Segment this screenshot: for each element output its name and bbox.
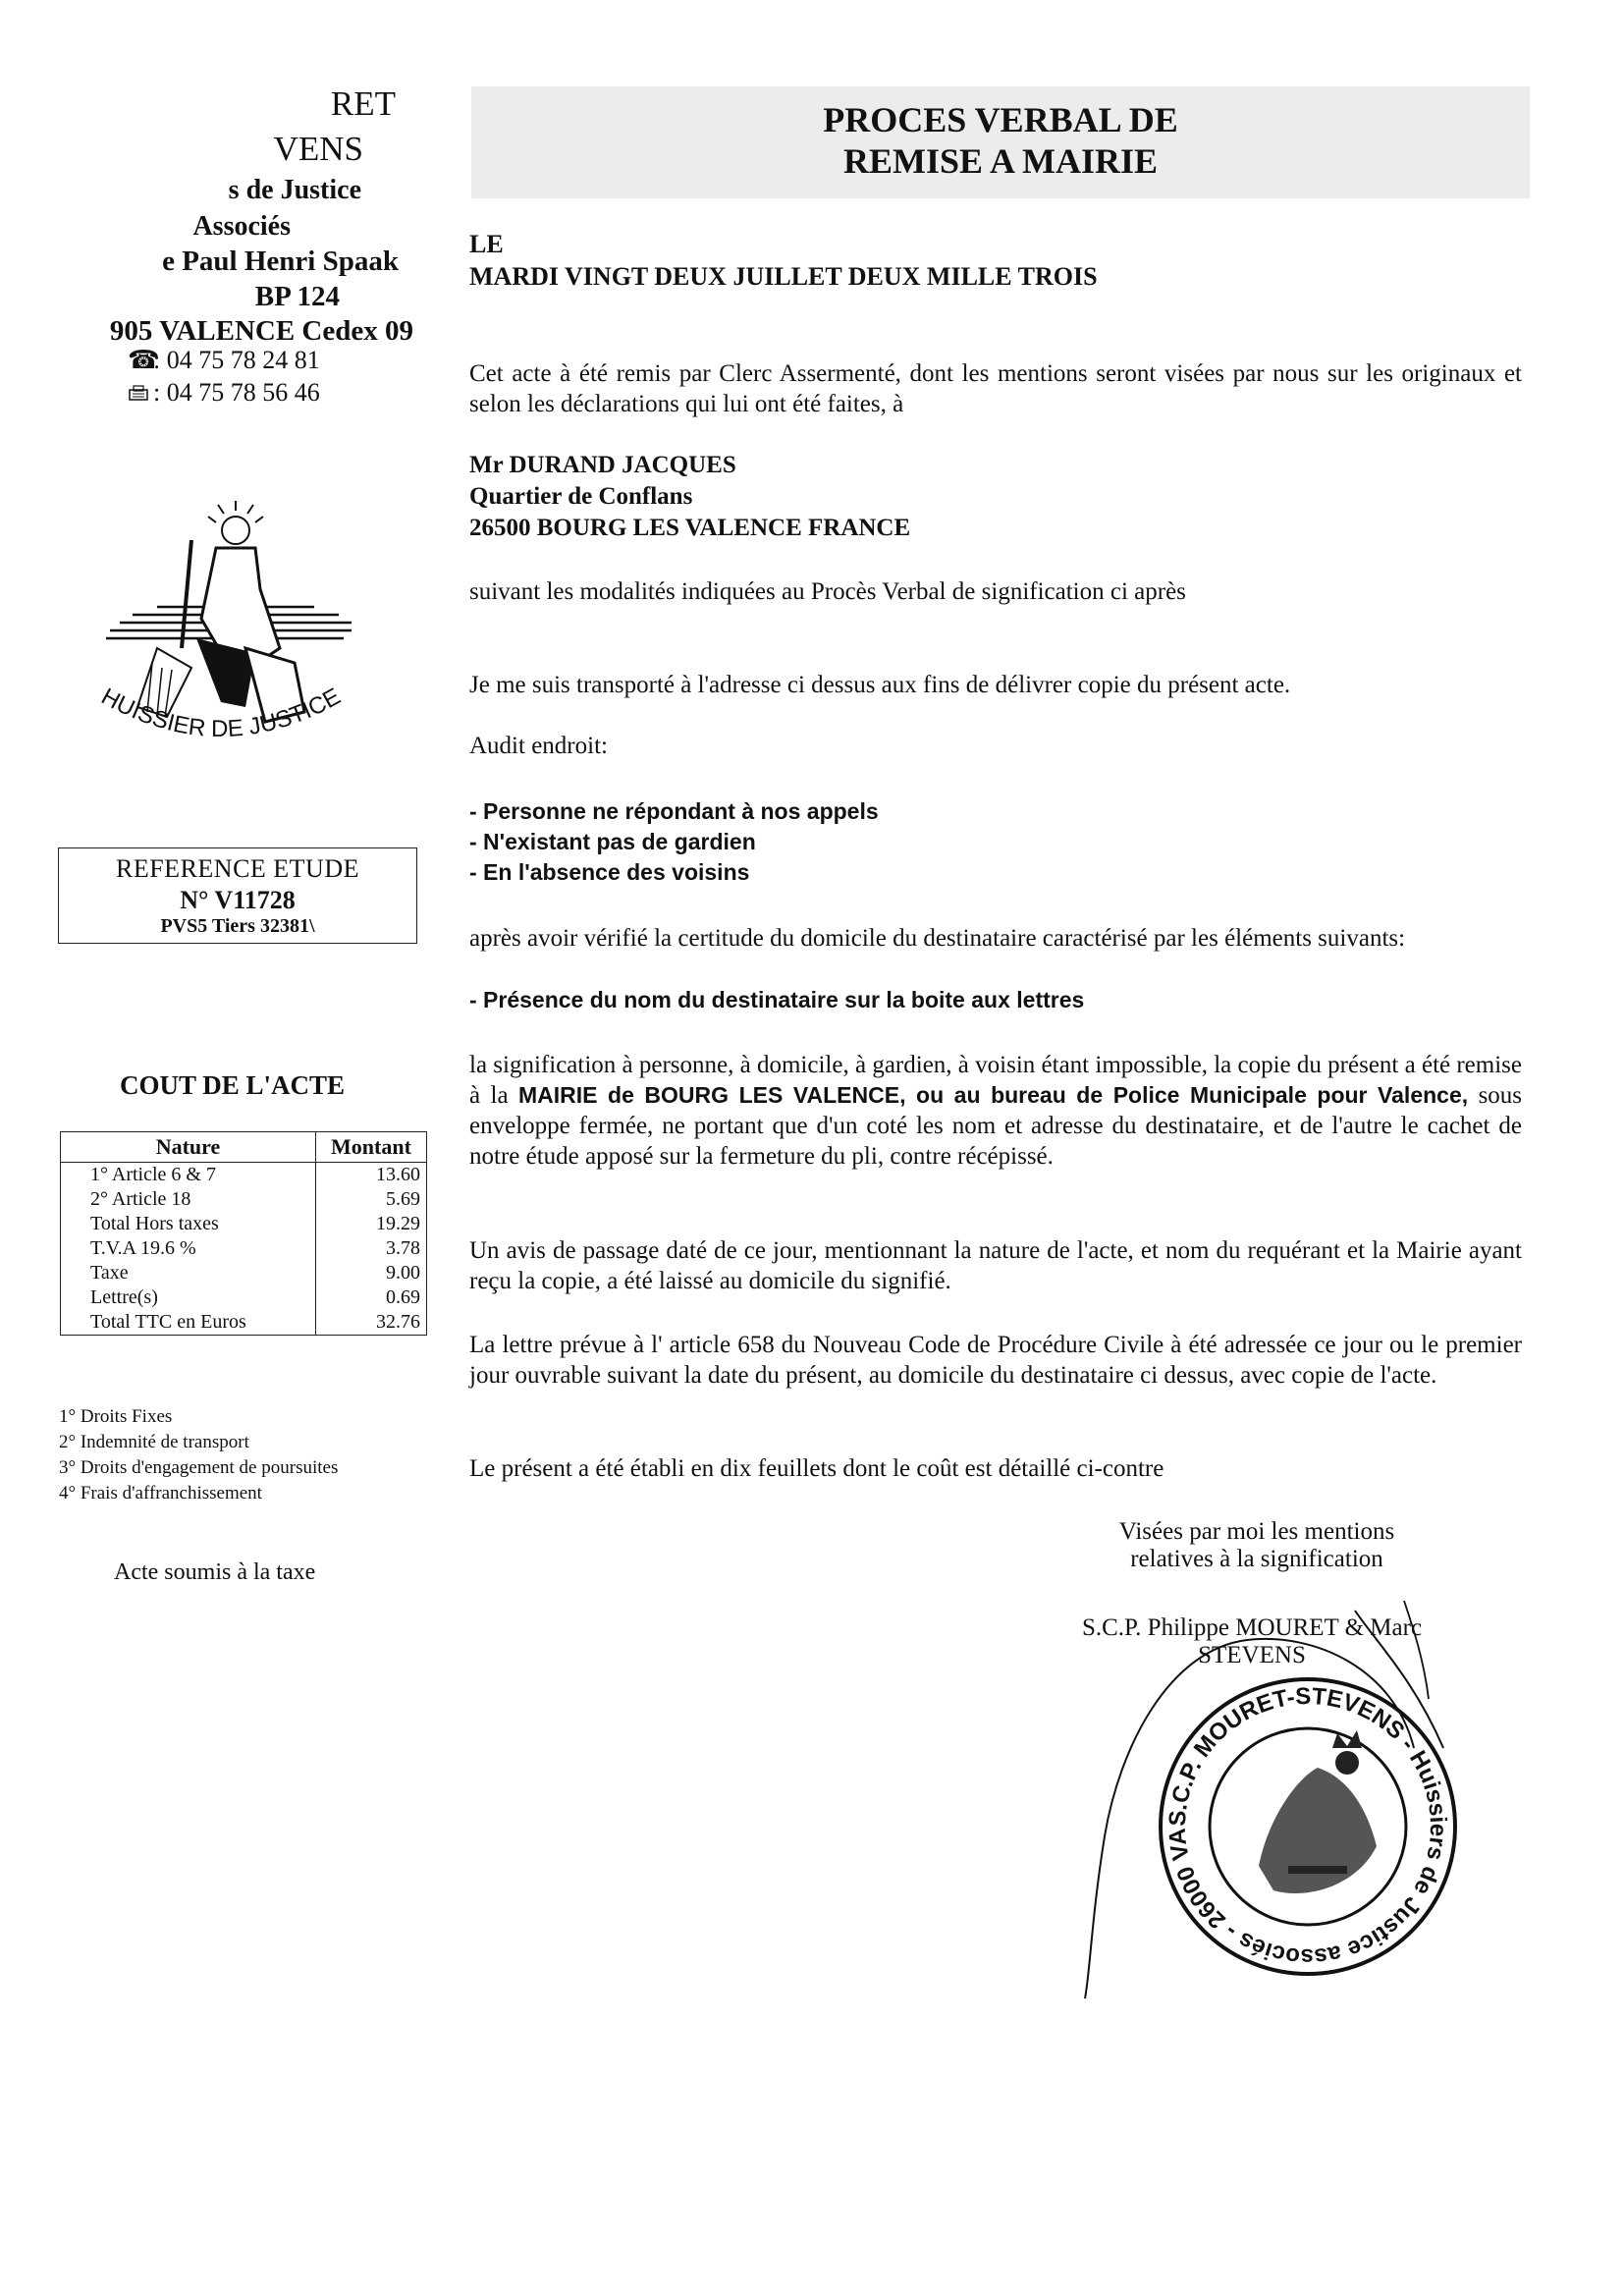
note-item: 2° Indemnité de transport — [59, 1432, 249, 1452]
bullet-list — [469, 796, 1522, 888]
recipient-address-2: 26500 BOURG LES VALENCE FRANCE — [469, 515, 911, 541]
cost-row — [61, 1187, 427, 1212]
reference-box — [58, 847, 417, 944]
note-item: 1° Droits Fixes — [59, 1406, 173, 1427]
cost-row — [61, 1285, 427, 1310]
cost-row — [61, 1163, 427, 1188]
cost-montant: 0.69 — [316, 1285, 427, 1310]
date-line: MARDI VINGT DEUX JUILLET DEUX MILLE TROIS — [469, 262, 1098, 291]
title-line-1: PROCES VERBAL DE — [823, 100, 1178, 139]
cost-row — [61, 1310, 427, 1336]
fax-icon — [128, 378, 149, 408]
scp-line-2: STEVENS — [1198, 1642, 1306, 1668]
bullet-item: - En l'absence des voisins — [469, 859, 750, 885]
signification-text-2: sous enveloppe fermée, ne portant que d'un coté les nom et adresse du destinataire, et de l'autre le cachet de notre étude apposé sur la fermeture du pli, contre récépissé. — [469, 1082, 1523, 1170]
cost-nature: 2° Article 18 — [61, 1187, 316, 1212]
scp-line-1: S.C.P. Philippe MOURET & Marc — [1081, 1614, 1423, 1641]
cost-nature: 1° Article 6 & 7 — [61, 1163, 316, 1188]
phone-number: : 04 75 78 24 81 — [153, 346, 320, 374]
official-seal — [1151, 1669, 1465, 1989]
telephone-icon: ☎ — [128, 346, 160, 374]
letterhead-line-7: 905 VALENCE Cedex 09 — [109, 315, 413, 347]
note-item: 4° Frais d'affranchissement — [59, 1483, 262, 1503]
title-line-2: REMISE A MAIRIE — [842, 141, 1159, 181]
letterhead-line-4: Associés — [192, 211, 291, 242]
visees-line-1: Visées par moi les mentions — [1118, 1518, 1395, 1545]
cost-nature: Taxe — [61, 1261, 316, 1285]
reference-tiers: PVS5 Tiers 32381\ — [160, 915, 315, 937]
visees-line-2: relatives à la signification — [1130, 1546, 1383, 1572]
transport-paragraph: Je me suis transporté à l'adresse ci dessus aux fins de délivrer copie du présent acte. — [469, 672, 1291, 698]
intro-paragraph: Cet acte à été remis par Clerc Assermenté, dont les mentions seront visées par nous sur les originaux et selon les déclarations qui lui ont été faites, à — [469, 360, 1522, 417]
avis-paragraph: Un avis de passage daté de ce jour, mentionnant la nature de l'acte, et nom du requérant et la Mairie ayant reçu la copie, a été laissé au domicile du signifié. — [469, 1237, 1522, 1294]
cost-nature: T.V.A 19.6 % — [61, 1236, 316, 1261]
fax-number: : 04 75 78 56 46 — [153, 378, 320, 407]
note-item: 3° Droits d'engagement de poursuites — [59, 1457, 339, 1478]
modalites-paragraph: suivant les modalités indiquées au Procès Verbal de signification ci après — [469, 578, 1186, 605]
le-label: LE — [469, 230, 504, 258]
seal-text: S.C.P. MOURET-STEVENS - Huissiers de Justice associés - 26000 VA — [1164, 1682, 1452, 1971]
cost-notes — [59, 1404, 338, 1506]
cost-row — [61, 1212, 427, 1236]
fax-line — [128, 378, 320, 408]
cost-nature: Lettre(s) — [61, 1285, 316, 1310]
visees-block — [1051, 1518, 1463, 1573]
cost-row — [61, 1261, 427, 1285]
presence-line: - Présence du nom du destinataire sur la boite aux lettres — [469, 987, 1085, 1012]
logo-caption: HUISSIER DE JUSTICE — [96, 687, 346, 743]
letterhead-line-5: e Paul Henri Spaak — [162, 246, 399, 277]
reference-label: REFERENCE ETUDE — [116, 854, 359, 883]
signification-paragraph — [469, 1050, 1522, 1172]
letterhead-line-1: RET — [330, 84, 396, 123]
cost-row — [61, 1236, 427, 1261]
bullet-item: - N'existant pas de gardien — [469, 829, 756, 854]
cost-montant: 13.60 — [316, 1163, 427, 1188]
cost-table — [60, 1131, 427, 1336]
cost-header-nature: Nature — [61, 1132, 316, 1163]
audit-label: Audit endroit: — [469, 733, 608, 759]
reference-number: N° V11728 — [180, 886, 296, 914]
bullet-item: - Personne ne répondant à nos appels — [469, 798, 879, 824]
signification-text-1: la signification à personne, à domicile, à gardien, à voisin étant impossible, la copie du présent a été remise à la — [469, 1052, 1522, 1109]
recipient-name: Mr DURAND JACQUES — [469, 452, 736, 478]
cost-montant: 3.78 — [316, 1236, 427, 1261]
taxe-note: Acte soumis à la taxe — [114, 1559, 316, 1585]
verification-paragraph: après avoir vérifié la certitude du domicile du destinataire caractérisé par les éléments suivants: — [469, 925, 1406, 952]
cost-nature: Total Hors taxes — [61, 1212, 316, 1236]
letterhead-line-3: s de Justice — [228, 175, 361, 205]
cost-montant: 19.29 — [316, 1212, 427, 1236]
cost-nature: Total TTC en Euros — [61, 1310, 316, 1336]
cost-title: COUT DE L'ACTE — [120, 1070, 346, 1100]
letterhead-line-6: BP 124 — [254, 281, 340, 312]
cost-montant: 9.00 — [316, 1261, 427, 1285]
phone-line — [128, 346, 320, 375]
document-title — [471, 86, 1530, 198]
cost-montant: 5.69 — [316, 1187, 427, 1212]
cost-montant: 32.76 — [316, 1310, 427, 1336]
feuillets-paragraph: Le présent a été établi en dix feuillets dont le coût est détaillé ci-contre — [469, 1455, 1164, 1482]
lettre-paragraph: La lettre prévue à l' article 658 du Nouveau Code de Procédure Civile à été adressée ce jour ou le premier jour ouvrable suivant la date du présent, au domicile du destinataire ci dessus, avec copie de l'acte. — [469, 1332, 1522, 1389]
huissier-logo — [98, 501, 353, 751]
cost-header-montant: Montant — [316, 1132, 427, 1163]
letterhead-line-2: VENS — [273, 130, 363, 168]
recipient-address-1: Quartier de Conflans — [469, 483, 693, 510]
signification-bold: MAIRIE de BOURG LES VALENCE, ou au bureau de Police Municipale pour Valence, — [517, 1082, 1469, 1108]
